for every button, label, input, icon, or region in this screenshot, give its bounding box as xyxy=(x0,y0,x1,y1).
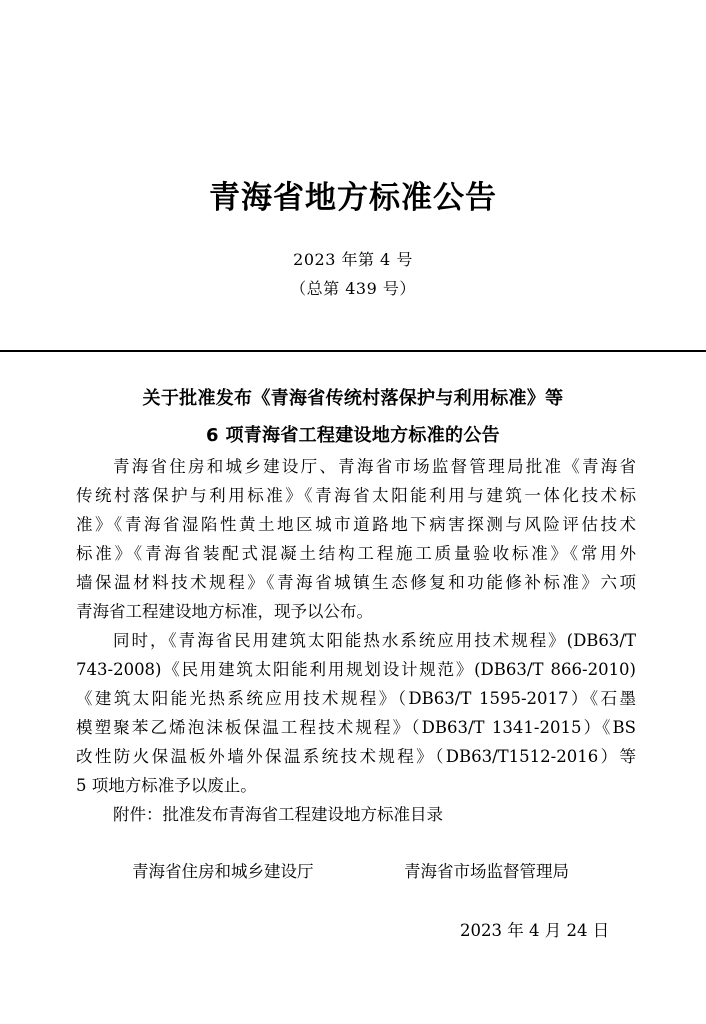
document-title: 青海省地方标准公告 xyxy=(209,180,497,216)
paragraph-2-line: 同时，《青海省民用建筑太阳能热水系统应用技术规程》(DB63/T xyxy=(113,631,636,650)
paragraph-2-line: 改性防火保温板外墙外保温系统技术规程》（DB63/T1512-2016）等 xyxy=(76,747,636,766)
paragraph-2-line: 5 项地方标准予以废止。 xyxy=(76,776,257,795)
paragraph-2-line: 模塑聚苯乙烯泡沫板保温工程技术规程》（DB63/T 1341-2015）《BS xyxy=(76,718,636,737)
issue-date: 2023 年 4 月 24 日 xyxy=(460,921,610,940)
paragraph-2-line: 743-2008)《民用建筑太阳能利用规划设计规范》(DB63/T 866-2010) xyxy=(76,660,636,679)
issuer-housing-department: 青海省住房和城乡建设厅 xyxy=(132,862,314,881)
notice-title-line-1: 关于批准发布《青海省传统村落保护与利用标准》等 xyxy=(142,388,564,409)
paragraph-2-line: 《建筑太阳能光热系统应用技术规程》（DB63/T 1595-2017）《石墨 xyxy=(76,689,636,708)
issue-total-number: （总第 439 号） xyxy=(290,279,416,298)
paragraph-1-line: 青海省住房和城乡建设厅、青海省市场监督管理局批准《青海省 xyxy=(113,457,636,476)
paragraph-1-line: 墙保温材料技术规程》《青海省城镇生态修复和功能修补标准》六项 xyxy=(76,573,636,592)
attachment-line: 附件：批准发布青海省工程建设地方标准目录 xyxy=(113,805,443,824)
issue-number: 2023 年第 4 号 xyxy=(293,250,413,269)
paragraph-1-line: 准》《青海省湿陷性黄土地区城市道路地下病害探测与风险评估技术 xyxy=(76,515,636,534)
notice-body xyxy=(76,452,636,829)
notice-title-line-2: 6 项青海省工程建设地方标准的公告 xyxy=(206,425,500,446)
paragraph-1-line: 传统村落保护与利用标准》《青海省太阳能利用与建筑一体化技术标 xyxy=(76,486,636,505)
paragraph-1-line: 青海省工程建设地方标准，现予以公布。 xyxy=(76,602,373,621)
header-divider xyxy=(0,350,706,352)
paragraph-1-line: 标准》《青海省装配式混凝土结构工程施工质量验收标准》《常用外 xyxy=(76,544,636,563)
issuer-market-regulation: 青海省市场监督管理局 xyxy=(404,862,569,881)
